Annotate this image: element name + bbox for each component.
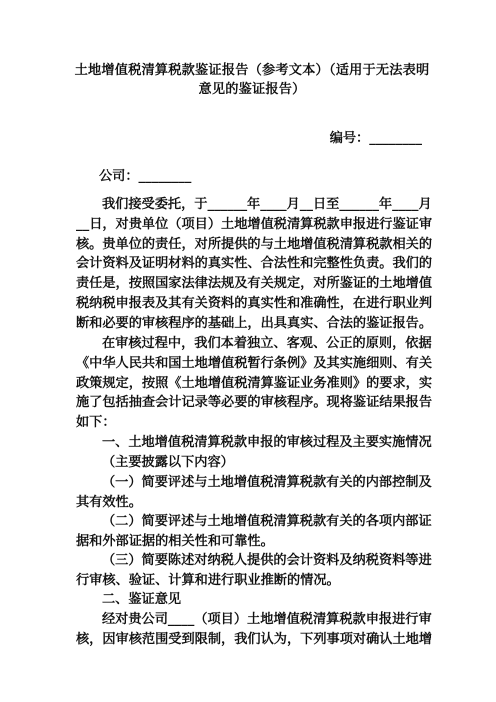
title-line: 土地增值税清算税款鉴证报告（参考文本）（适用于无法表明	[74, 63, 430, 78]
text-line: 行审核、验证、计算和进行职业推断的情况。	[76, 572, 340, 588]
text-line: 如下：	[76, 415, 116, 431]
text-line: 核，因审核范围受到限制，我们认为，下列事项对确认土地增	[76, 631, 433, 647]
text-line: 施了包括抽查会计记录等必要的审核程序。现将鉴证结果报告	[76, 395, 433, 411]
text-line: 会计资料及证明材料的真实性、合法性和完整性负责。我们的	[76, 256, 433, 272]
text-line: 税纳税申报表及其有关资料的真实性和准确性，在进行职业判	[76, 295, 433, 311]
text-line: （三）简要陈述对纳税人提供的会计资料及纳税资料等进	[102, 553, 432, 568]
text-line: 其有效性。	[76, 494, 142, 510]
text-line: 经对贵公司____（项目）土地增值税清算税款申报进行审	[102, 612, 432, 627]
list-item-internal-control	[76, 473, 432, 513]
title-line: 意见的鉴证报告）	[198, 82, 306, 97]
text-line: 责任是，按照国家法律法规及有关规定，对所鉴证的土地增值	[76, 276, 433, 292]
text-line: 《中华人民共和国土地增值税暂行条例》及其实施细则、有关	[76, 355, 433, 371]
document-title	[68, 61, 436, 99]
text-line: __日，对贵单位（项目）土地增值税清算税款申报进行鉴证审	[76, 216, 433, 232]
text-line: 在审核过程中，我们本着独立、客观、公正的原则，依据	[102, 336, 432, 351]
paragraph-opinion	[76, 610, 433, 650]
text-line: （二）简要评述与土地增值税清算税款有关的各项内部证	[102, 514, 432, 529]
paragraph-engagement	[76, 195, 433, 334]
text-line: 我们接受委托，于______年____月__日至______年____月	[102, 197, 432, 212]
section-heading-review-process	[76, 433, 432, 473]
text-line: 二、鉴证意见	[102, 592, 182, 607]
list-item-evidence	[76, 512, 432, 552]
paragraph-procedures	[76, 334, 433, 433]
company-label: 公司：________	[99, 169, 192, 184]
serial-number-label: 编号：________	[329, 131, 422, 146]
section-heading-opinion	[76, 590, 424, 610]
list-item-verification	[76, 551, 432, 591]
text-line: 一、土地增值税清算税款申报的审核过程及主要实施情况	[102, 435, 432, 450]
text-line: 核。贵单位的责任，对所提供的与土地增值税清算税款相关的	[76, 236, 433, 252]
text-line: 断和必要的审核程序的基础上，出具真实、合法的鉴证报告。	[76, 315, 433, 331]
text-line: 据和外部证据的相关性和可靠性。	[76, 533, 274, 549]
text-line: 政策规定，按照《土地增值税清算鉴证业务准则》的要求，实	[76, 375, 433, 391]
text-line: （主要披露以下内容）	[102, 454, 234, 470]
text-line: （一）简要评述与土地增值税清算税款有关的内部控制及	[102, 475, 432, 490]
